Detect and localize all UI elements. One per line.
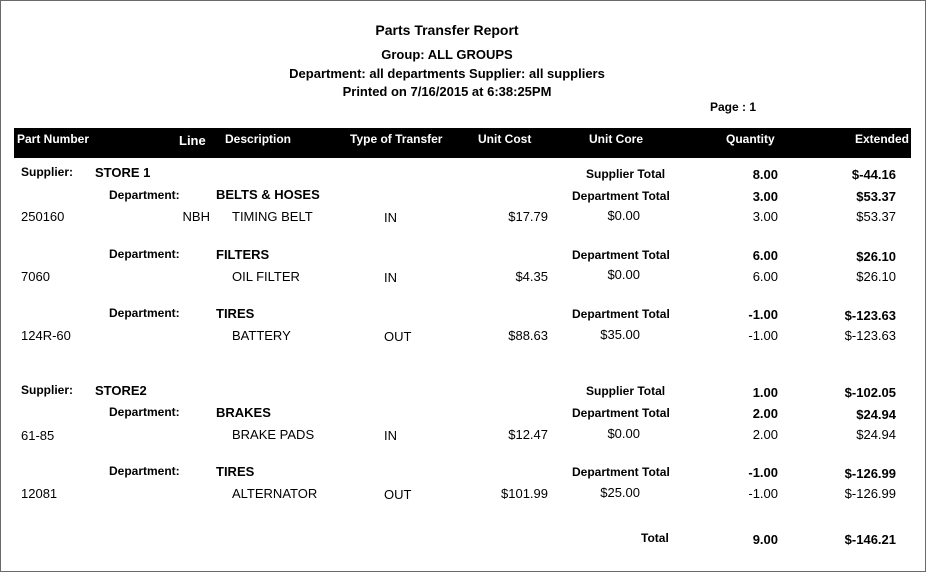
col-type-of-transfer: Type of Transfer xyxy=(350,132,443,146)
part-number: 124R-60 xyxy=(21,328,71,343)
unit-cost: $88.63 xyxy=(508,328,548,343)
part-number: 61-85 xyxy=(21,428,55,443)
extended: $24.94 xyxy=(856,427,896,442)
extended: $26.10 xyxy=(856,269,896,284)
part-number: 12081 xyxy=(21,486,58,501)
supplier-total-quantity: 1.00 xyxy=(752,385,778,400)
department-total-quantity: 3.00 xyxy=(752,189,778,204)
unit-core: $0.00 xyxy=(607,426,640,441)
grand-total-quantity: 9.00 xyxy=(752,532,778,547)
col-extended: Extended xyxy=(855,132,910,146)
supplier-label: Supplier: xyxy=(21,165,74,179)
description: TIMING BELT xyxy=(232,209,313,224)
department-total-label: Department Total xyxy=(572,307,670,321)
department-name: BRAKES xyxy=(216,405,271,420)
department-label: Department: xyxy=(109,188,180,202)
line-code: NBH xyxy=(182,209,210,224)
unit-cost: $4.35 xyxy=(515,269,548,284)
department-total-extended: $24.94 xyxy=(856,407,896,422)
department-total-extended: $53.37 xyxy=(856,189,896,204)
unit-cost: $17.79 xyxy=(508,209,548,224)
grand-total-label: Total xyxy=(641,531,669,545)
extended: $53.37 xyxy=(856,209,896,224)
printed-line: Printed on 7/16/2015 at 6:38:25PM xyxy=(342,84,552,99)
department-name: FILTERS xyxy=(216,247,270,262)
department-total-label: Department Total xyxy=(572,189,670,203)
part-number: 250160 xyxy=(21,209,65,224)
department-total-label: Department Total xyxy=(572,248,670,262)
quantity: 3.00 xyxy=(752,209,778,224)
description: ALTERNATOR xyxy=(232,486,318,501)
description: OIL FILTER xyxy=(232,269,300,284)
transfer-type: IN xyxy=(384,428,397,443)
unit-core: $0.00 xyxy=(607,267,640,282)
extended: $-126.99 xyxy=(844,486,896,501)
supplier-total-label: Supplier Total xyxy=(586,384,666,398)
supplier-name: STORE2 xyxy=(95,383,147,398)
department-total-quantity: -1.00 xyxy=(748,465,778,480)
col-quantity: Quantity xyxy=(726,132,775,146)
department-total-quantity: -1.00 xyxy=(748,307,778,322)
col-part-number: Part Number xyxy=(17,132,90,146)
department-supplier-line: Department: all departments Supplier: all suppliers xyxy=(289,66,605,81)
transfer-type: IN xyxy=(384,210,397,225)
department-label: Department: xyxy=(109,306,180,320)
description: BRAKE PADS xyxy=(232,427,315,442)
group-line: Group: ALL GROUPS xyxy=(381,47,513,62)
unit-core: $25.00 xyxy=(600,485,640,500)
col-unit-cost: Unit Cost xyxy=(478,132,532,146)
description: BATTERY xyxy=(232,328,291,343)
supplier-total-quantity: 8.00 xyxy=(752,167,778,182)
department-total-quantity: 2.00 xyxy=(752,406,778,421)
unit-cost: $101.99 xyxy=(501,486,548,501)
unit-core: $0.00 xyxy=(607,208,640,223)
transfer-type: OUT xyxy=(384,329,412,344)
department-name: BELTS & HOSES xyxy=(216,187,320,202)
report-title: Parts Transfer Report xyxy=(375,22,519,38)
column-header-bar xyxy=(14,128,911,158)
grand-total-extended: $-146.21 xyxy=(844,532,896,547)
department-label: Department: xyxy=(109,247,180,261)
unit-cost: $12.47 xyxy=(508,427,548,442)
supplier-total-extended: $-44.16 xyxy=(851,167,896,182)
quantity: -1.00 xyxy=(748,328,778,343)
unit-core: $35.00 xyxy=(600,327,640,342)
page-number: Page : 1 xyxy=(710,100,757,114)
quantity: 6.00 xyxy=(752,269,778,284)
department-name: TIRES xyxy=(216,306,255,321)
col-line: Line xyxy=(179,133,206,148)
quantity: 2.00 xyxy=(752,427,778,442)
department-label: Department: xyxy=(109,405,180,419)
department-total-extended: $-123.63 xyxy=(844,308,896,323)
department-total-extended: $26.10 xyxy=(856,249,896,264)
department-label: Department: xyxy=(109,464,180,478)
col-description: Description xyxy=(225,132,292,146)
department-total-quantity: 6.00 xyxy=(752,248,778,263)
department-total-extended: $-126.99 xyxy=(844,466,896,481)
col-unit-core: Unit Core xyxy=(589,132,643,146)
supplier-total-label: Supplier Total xyxy=(586,167,666,181)
department-name: TIRES xyxy=(216,464,255,479)
supplier-label: Supplier: xyxy=(21,383,74,397)
part-number: 7060 xyxy=(21,269,50,284)
department-total-label: Department Total xyxy=(572,406,670,420)
quantity: -1.00 xyxy=(748,486,778,501)
transfer-type: IN xyxy=(384,270,397,285)
supplier-name: STORE 1 xyxy=(95,165,151,180)
supplier-total-extended: $-102.05 xyxy=(844,385,896,400)
department-total-label: Department Total xyxy=(572,465,670,479)
extended: $-123.63 xyxy=(844,328,896,343)
transfer-type: OUT xyxy=(384,487,412,502)
